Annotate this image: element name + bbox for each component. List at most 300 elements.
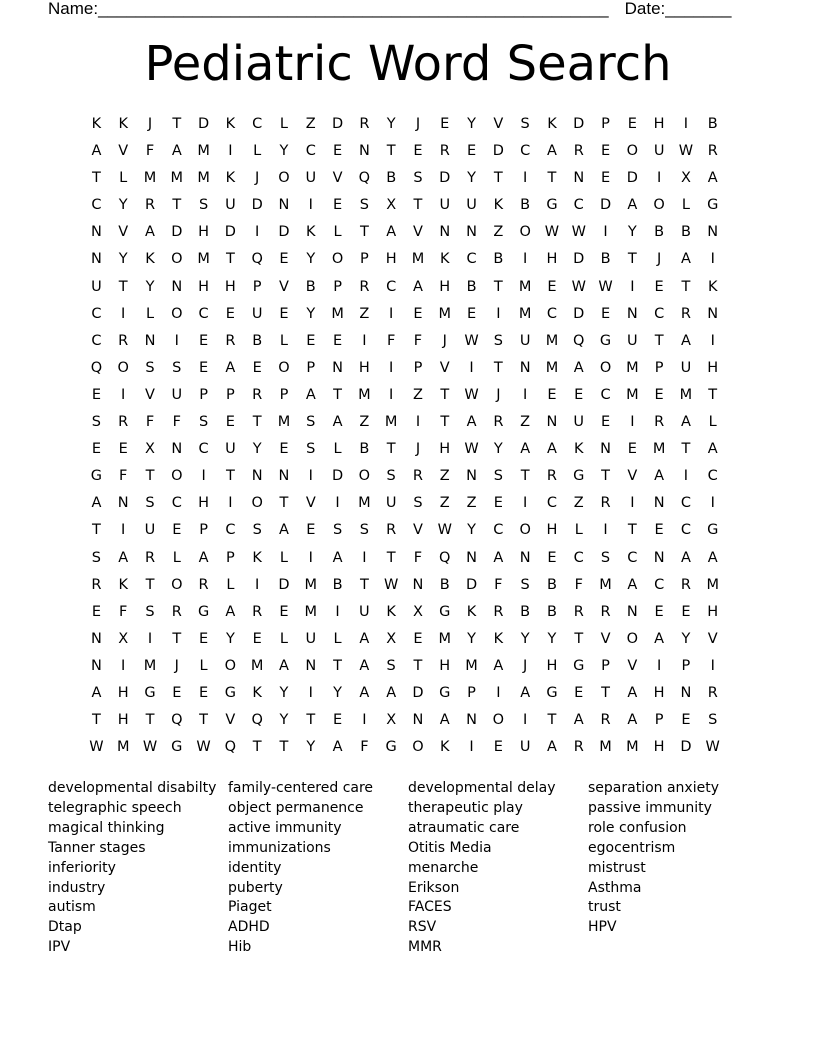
grid-letter[interactable]: T (306, 712, 316, 729)
grid-letter[interactable]: A (707, 549, 718, 566)
grid-letter[interactable]: E (413, 305, 423, 322)
grid-letter[interactable]: L (574, 522, 583, 539)
grid-letter[interactable]: W (705, 739, 720, 756)
grid-letter[interactable]: I (255, 576, 260, 593)
grid-letter[interactable]: N (358, 143, 370, 160)
grid-letter[interactable]: E (332, 712, 343, 729)
grid-letter[interactable]: A (332, 414, 343, 431)
grid-letter[interactable]: Q (439, 549, 451, 566)
grid-letter[interactable]: Z (520, 414, 531, 431)
grid-letter[interactable]: T (172, 116, 182, 132)
grid-letter[interactable]: M (438, 630, 452, 647)
grid-letter[interactable]: A (680, 251, 691, 268)
grid-letter[interactable]: R (573, 603, 584, 620)
grid-letter[interactable]: K (493, 197, 504, 214)
grid-letter[interactable]: X (386, 712, 397, 729)
grid-letter[interactable]: U (653, 143, 665, 160)
grid-letter[interactable]: I (603, 224, 608, 241)
grid-letter[interactable]: M (411, 251, 425, 268)
grid-letter[interactable]: E (225, 305, 235, 322)
grid-letter[interactable]: C (654, 305, 665, 322)
grid-letter[interactable]: P (654, 359, 664, 376)
grid-letter[interactable]: R (493, 603, 504, 620)
grid-letter[interactable]: M (599, 739, 612, 756)
grid-letter[interactable]: C (627, 549, 638, 566)
grid-letter[interactable]: T (279, 739, 289, 756)
grid-letter[interactable]: I (308, 549, 313, 566)
grid-letter[interactable]: A (680, 414, 691, 431)
grid-letter[interactable]: S (359, 522, 369, 539)
grid-letter[interactable]: I (255, 224, 260, 241)
grid-letter[interactable]: C (573, 549, 584, 566)
grid-letter[interactable]: I (389, 305, 394, 322)
grid-letter[interactable]: O (599, 359, 612, 376)
grid-letter[interactable]: N (573, 170, 585, 187)
grid-letter[interactable]: O (171, 251, 183, 268)
grid-letter[interactable]: M (116, 739, 130, 756)
grid-letter[interactable]: E (600, 305, 611, 322)
grid-letter[interactable]: Z (493, 224, 504, 241)
grid-letter[interactable]: Z (412, 386, 423, 403)
grid-letter[interactable]: E (91, 386, 101, 403)
grid-letter[interactable]: V (600, 630, 611, 647)
grid-letter[interactable]: D (198, 116, 210, 132)
grid-letter[interactable]: E (199, 630, 209, 647)
grid-letter[interactable]: B (252, 332, 263, 349)
grid-letter[interactable]: A (680, 332, 691, 349)
grid-letter[interactable]: S (708, 712, 718, 729)
grid-letter[interactable]: B (493, 251, 504, 268)
grid-letter[interactable]: K (225, 116, 236, 132)
grid-letter[interactable]: T (601, 468, 610, 485)
grid-letter[interactable]: B (439, 576, 450, 593)
grid-letter[interactable]: E (91, 441, 101, 458)
grid-letter[interactable]: N (144, 332, 156, 349)
grid-letter[interactable]: R (412, 468, 423, 485)
grid-letter[interactable]: W (142, 739, 158, 756)
grid-letter[interactable]: N (171, 441, 183, 458)
grid-letter[interactable]: A (386, 684, 397, 701)
grid-letter[interactable]: E (279, 441, 289, 458)
grid-letter[interactable]: F (413, 549, 423, 566)
grid-letter[interactable]: Q (251, 712, 263, 729)
grid-letter[interactable]: W (571, 278, 586, 295)
grid-letter[interactable]: Y (467, 630, 476, 647)
grid-letter[interactable]: U (385, 495, 397, 512)
grid-letter[interactable]: I (121, 305, 126, 322)
grid-letter[interactable]: T (359, 576, 369, 593)
grid-letter[interactable]: N (519, 549, 531, 566)
grid-letter[interactable]: R (707, 684, 718, 701)
grid-letter[interactable]: E (279, 251, 289, 268)
grid-letter[interactable]: A (707, 441, 718, 458)
grid-letter[interactable]: U (251, 305, 263, 322)
grid-letter[interactable]: W (571, 224, 586, 241)
grid-letter[interactable]: C (171, 495, 182, 512)
grid-letter[interactable]: R (707, 143, 718, 160)
grid-letter[interactable]: U (171, 386, 183, 403)
grid-letter[interactable]: E (466, 305, 477, 322)
grid-letter[interactable]: T (172, 197, 182, 214)
grid-letter[interactable]: H (439, 657, 451, 674)
grid-letter[interactable]: E (466, 143, 477, 160)
grid-letter[interactable]: I (523, 170, 528, 187)
grid-letter[interactable]: W (383, 576, 399, 593)
grid-letter[interactable]: M (143, 170, 157, 187)
grid-letter[interactable]: H (198, 495, 210, 512)
grid-letter[interactable]: U (573, 414, 585, 431)
grid-letter[interactable]: N (653, 495, 665, 512)
grid-letter[interactable]: N (626, 305, 638, 322)
grid-letter[interactable]: B (654, 224, 665, 241)
grid-letter[interactable]: K (91, 116, 102, 132)
grid-letter[interactable]: D (251, 197, 263, 214)
grid-letter[interactable]: E (225, 414, 235, 431)
grid-letter[interactable]: A (305, 386, 316, 403)
grid-letter[interactable]: E (199, 684, 209, 701)
grid-letter[interactable]: M (304, 603, 318, 620)
grid-letter[interactable]: N (412, 576, 424, 593)
grid-letter[interactable]: B (466, 278, 477, 295)
grid-letter[interactable]: S (306, 441, 316, 458)
grid-letter[interactable]: T (440, 414, 450, 431)
grid-letter[interactable]: O (171, 576, 183, 593)
grid-letter[interactable]: J (255, 170, 260, 187)
grid-letter[interactable]: Y (520, 630, 530, 647)
grid-letter[interactable]: Y (252, 441, 262, 458)
grid-letter[interactable]: Q (251, 251, 263, 268)
grid-letter[interactable]: P (333, 278, 342, 295)
grid-letter[interactable]: E (172, 522, 182, 539)
grid-letter[interactable]: T (225, 251, 235, 268)
grid-letter[interactable]: T (493, 170, 503, 187)
grid-letter[interactable]: T (145, 712, 155, 729)
grid-letter[interactable]: L (145, 305, 155, 322)
grid-letter[interactable]: T (520, 468, 530, 485)
grid-letter[interactable]: R (171, 603, 182, 620)
grid-letter[interactable]: R (118, 332, 129, 349)
grid-letter[interactable]: T (359, 224, 369, 241)
grid-letter[interactable]: Y (467, 170, 476, 187)
grid-letter[interactable]: N (332, 359, 343, 376)
grid-letter[interactable]: I (710, 657, 715, 674)
grid-letter[interactable]: I (683, 116, 689, 132)
grid-letter[interactable]: Y (306, 251, 316, 268)
grid-letter[interactable]: K (440, 251, 450, 268)
grid-letter[interactable]: S (386, 468, 396, 485)
grid-letter[interactable]: P (413, 359, 423, 376)
grid-letter[interactable]: M (143, 657, 157, 674)
grid-letter[interactable]: T (440, 386, 450, 403)
grid-letter[interactable]: H (198, 224, 210, 241)
grid-letter[interactable]: R (600, 603, 611, 620)
grid-letter[interactable]: N (251, 468, 263, 485)
grid-letter[interactable]: I (710, 332, 715, 349)
grid-letter[interactable]: Y (225, 630, 235, 647)
grid-letter[interactable]: L (253, 143, 262, 160)
grid-letter[interactable]: E (172, 684, 182, 701)
grid-letter[interactable]: A (279, 522, 289, 539)
grid-letter[interactable]: U (519, 332, 531, 349)
grid-letter[interactable]: G (573, 657, 585, 674)
grid-letter[interactable]: I (335, 495, 340, 512)
grid-letter[interactable]: W (196, 739, 211, 756)
grid-letter[interactable]: E (654, 603, 664, 620)
grid-letter[interactable]: T (708, 386, 718, 403)
grid-letter[interactable]: J (496, 386, 501, 403)
grid-letter[interactable]: H (224, 278, 236, 295)
grid-letter[interactable]: T (172, 630, 182, 647)
grid-letter[interactable]: W (678, 143, 694, 160)
grid-letter[interactable]: A (627, 684, 638, 701)
grid-letter[interactable]: D (171, 224, 183, 241)
grid-letter[interactable]: O (278, 359, 290, 376)
grid-letter[interactable]: E (493, 739, 503, 756)
grid-letter[interactable]: N (466, 712, 477, 729)
grid-letter[interactable]: E (279, 603, 289, 620)
grid-letter[interactable]: C (600, 386, 611, 403)
grid-letter[interactable]: A (91, 684, 102, 701)
grid-letter[interactable]: M (358, 495, 371, 512)
grid-letter[interactable]: G (439, 603, 451, 620)
grid-letter[interactable]: E (199, 332, 209, 349)
grid-letter[interactable]: W (598, 278, 613, 295)
grid-letter[interactable]: T (574, 630, 584, 647)
grid-letter[interactable]: P (359, 251, 369, 268)
grid-letter[interactable]: Y (467, 522, 476, 539)
grid-letter[interactable]: J (415, 116, 421, 132)
grid-letter[interactable]: I (389, 386, 394, 403)
grid-letter[interactable]: W (464, 386, 479, 403)
grid-letter[interactable]: T (547, 712, 557, 729)
grid-letter[interactable]: A (520, 684, 531, 701)
grid-letter[interactable]: K (466, 603, 477, 620)
grid-letter[interactable]: Z (359, 305, 370, 322)
grid-letter[interactable]: J (174, 657, 179, 674)
grid-letter[interactable]: T (252, 739, 262, 756)
grid-letter[interactable]: C (707, 468, 718, 485)
grid-letter[interactable]: E (654, 522, 664, 539)
grid-letter[interactable]: N (90, 251, 102, 268)
grid-letter[interactable]: L (333, 630, 342, 647)
grid-letter[interactable]: Z (466, 495, 477, 512)
grid-letter[interactable]: L (199, 657, 208, 674)
grid-letter[interactable]: U (225, 441, 236, 458)
grid-letter[interactable]: L (333, 224, 342, 241)
grid-letter[interactable]: S (145, 495, 155, 512)
grid-letter[interactable]: D (224, 224, 236, 241)
grid-letter[interactable]: Z (305, 116, 316, 132)
grid-letter[interactable]: E (627, 441, 637, 458)
grid-letter[interactable]: Z (573, 495, 584, 512)
grid-letter[interactable]: Y (547, 630, 557, 647)
grid-letter[interactable]: A (171, 143, 182, 160)
grid-letter[interactable]: N (653, 549, 665, 566)
grid-letter[interactable]: B (600, 251, 611, 268)
grid-letter[interactable]: H (439, 441, 451, 458)
grid-letter[interactable]: Y (306, 305, 316, 322)
grid-letter[interactable]: A (707, 170, 718, 187)
grid-letter[interactable]: X (145, 441, 155, 458)
grid-letter[interactable]: A (225, 359, 236, 376)
grid-letter[interactable]: R (144, 197, 156, 214)
grid-letter[interactable]: G (707, 197, 719, 214)
grid-letter[interactable]: M (545, 332, 559, 349)
grid-letter[interactable]: S (198, 197, 209, 214)
grid-letter[interactable]: L (681, 197, 690, 214)
grid-letter[interactable]: X (386, 197, 397, 214)
grid-letter[interactable]: M (197, 143, 210, 160)
grid-letter[interactable]: E (600, 170, 611, 187)
grid-letter[interactable]: C (546, 305, 557, 322)
grid-letter[interactable]: L (333, 441, 342, 458)
grid-letter[interactable]: K (306, 224, 316, 241)
grid-letter[interactable]: E (252, 630, 262, 647)
grid-letter[interactable]: R (386, 522, 397, 539)
grid-letter[interactable]: I (389, 359, 394, 376)
grid-letter[interactable]: S (359, 197, 369, 214)
grid-letter[interactable]: U (305, 630, 317, 647)
grid-letter[interactable]: N (519, 359, 531, 376)
grid-letter[interactable]: T (493, 278, 503, 295)
grid-letter[interactable]: J (523, 657, 528, 674)
grid-letter[interactable]: Q (573, 332, 585, 349)
grid-letter[interactable]: A (91, 143, 102, 160)
grid-letter[interactable]: I (523, 495, 528, 512)
grid-letter[interactable]: T (199, 712, 209, 729)
grid-letter[interactable]: I (415, 414, 421, 431)
grid-letter[interactable]: E (199, 359, 209, 376)
grid-letter[interactable]: L (708, 414, 717, 431)
grid-letter[interactable]: T (333, 657, 342, 674)
grid-letter[interactable]: I (121, 522, 126, 539)
grid-letter[interactable]: F (386, 332, 396, 349)
grid-letter[interactable]: Y (333, 684, 342, 701)
grid-letter[interactable]: E (600, 414, 611, 431)
grid-letter[interactable]: Z (439, 495, 450, 512)
grid-letter[interactable]: O (224, 657, 237, 674)
grid-letter[interactable]: M (331, 305, 344, 322)
grid-letter[interactable]: K (707, 278, 718, 295)
grid-letter[interactable]: K (225, 170, 236, 187)
grid-letter[interactable]: T (493, 359, 503, 376)
grid-letter[interactable]: I (121, 657, 126, 674)
grid-letter[interactable]: C (91, 332, 102, 349)
grid-letter[interactable]: T (91, 522, 101, 539)
grid-letter[interactable]: R (252, 386, 263, 403)
grid-letter[interactable]: I (683, 468, 689, 485)
grid-letter[interactable]: R (225, 332, 236, 349)
grid-letter[interactable]: A (654, 468, 665, 485)
grid-letter[interactable]: O (117, 359, 129, 376)
grid-letter[interactable]: R (573, 739, 584, 756)
grid-letter[interactable]: K (547, 116, 557, 132)
grid-letter[interactable]: D (626, 170, 638, 187)
grid-letter[interactable]: C (520, 143, 531, 160)
grid-letter[interactable]: M (304, 576, 318, 593)
grid-letter[interactable]: I (469, 359, 474, 376)
grid-letter[interactable]: V (118, 224, 129, 241)
grid-letter[interactable]: S (413, 170, 423, 187)
grid-letter[interactable]: A (225, 603, 236, 620)
grid-letter[interactable]: P (601, 657, 610, 674)
grid-letter[interactable]: T (413, 197, 423, 214)
grid-letter[interactable]: S (520, 576, 530, 593)
grid-letter[interactable]: P (226, 386, 235, 403)
grid-letter[interactable]: M (706, 576, 719, 593)
grid-letter[interactable]: A (493, 657, 504, 674)
grid-letter[interactable]: U (359, 603, 370, 620)
grid-letter[interactable]: D (412, 684, 424, 701)
grid-letter[interactable]: E (654, 278, 664, 295)
grid-letter[interactable]: E (332, 332, 343, 349)
grid-letter[interactable]: G (599, 332, 612, 349)
grid-letter[interactable]: B (359, 441, 370, 458)
grid-letter[interactable]: H (117, 712, 129, 729)
grid-letter[interactable]: C (252, 116, 263, 132)
grid-letter[interactable]: O (653, 197, 665, 214)
grid-letter[interactable]: B (546, 603, 557, 620)
grid-letter[interactable]: B (332, 576, 343, 593)
grid-letter[interactable]: M (545, 359, 559, 376)
grid-letter[interactable]: V (305, 495, 316, 512)
grid-letter[interactable]: R (144, 549, 156, 566)
grid-letter[interactable]: T (333, 386, 342, 403)
grid-letter[interactable]: H (358, 359, 370, 376)
grid-letter[interactable]: Q (224, 739, 237, 756)
grid-letter[interactable]: Z (439, 468, 450, 485)
grid-letter[interactable]: N (90, 630, 102, 647)
grid-letter[interactable]: T (547, 170, 557, 187)
grid-letter[interactable]: M (679, 386, 693, 403)
grid-letter[interactable]: A (145, 224, 155, 241)
grid-letter[interactable]: H (653, 739, 665, 756)
grid-letter[interactable]: H (653, 684, 665, 701)
grid-letter[interactable]: B (520, 603, 531, 620)
grid-letter[interactable]: O (278, 170, 290, 187)
grid-letter[interactable]: T (91, 712, 101, 729)
grid-letter[interactable]: S (600, 549, 611, 566)
grid-letter[interactable]: D (278, 576, 290, 593)
grid-letter[interactable]: S (252, 522, 262, 539)
grid-letter[interactable]: N (466, 549, 477, 566)
grid-letter[interactable]: Y (493, 441, 503, 458)
grid-letter[interactable]: Q (90, 359, 103, 376)
grid-letter[interactable]: T (627, 522, 637, 539)
grid-letter[interactable]: P (681, 657, 691, 674)
grid-letter[interactable]: J (147, 116, 153, 132)
grid-letter[interactable]: I (630, 495, 635, 512)
grid-letter[interactable]: I (656, 170, 662, 187)
grid-letter[interactable]: A (546, 441, 557, 458)
grid-letter[interactable]: C (546, 495, 557, 512)
grid-letter[interactable]: M (626, 359, 639, 376)
grid-letter[interactable]: V (627, 468, 638, 485)
grid-letter[interactable]: H (707, 359, 719, 376)
grid-letter[interactable]: E (574, 386, 584, 403)
grid-letter[interactable]: G (224, 684, 236, 701)
grid-letter[interactable]: P (306, 359, 316, 376)
grid-letter[interactable]: H (198, 278, 210, 295)
grid-letter[interactable]: P (199, 522, 208, 539)
grid-letter[interactable]: M (384, 414, 398, 431)
grid-letter[interactable]: M (518, 278, 532, 295)
grid-letter[interactable]: C (225, 522, 236, 539)
grid-letter[interactable]: T (413, 657, 423, 674)
grid-letter[interactable]: P (467, 684, 476, 701)
grid-letter[interactable]: R (198, 576, 209, 593)
grid-letter[interactable]: E (252, 359, 262, 376)
